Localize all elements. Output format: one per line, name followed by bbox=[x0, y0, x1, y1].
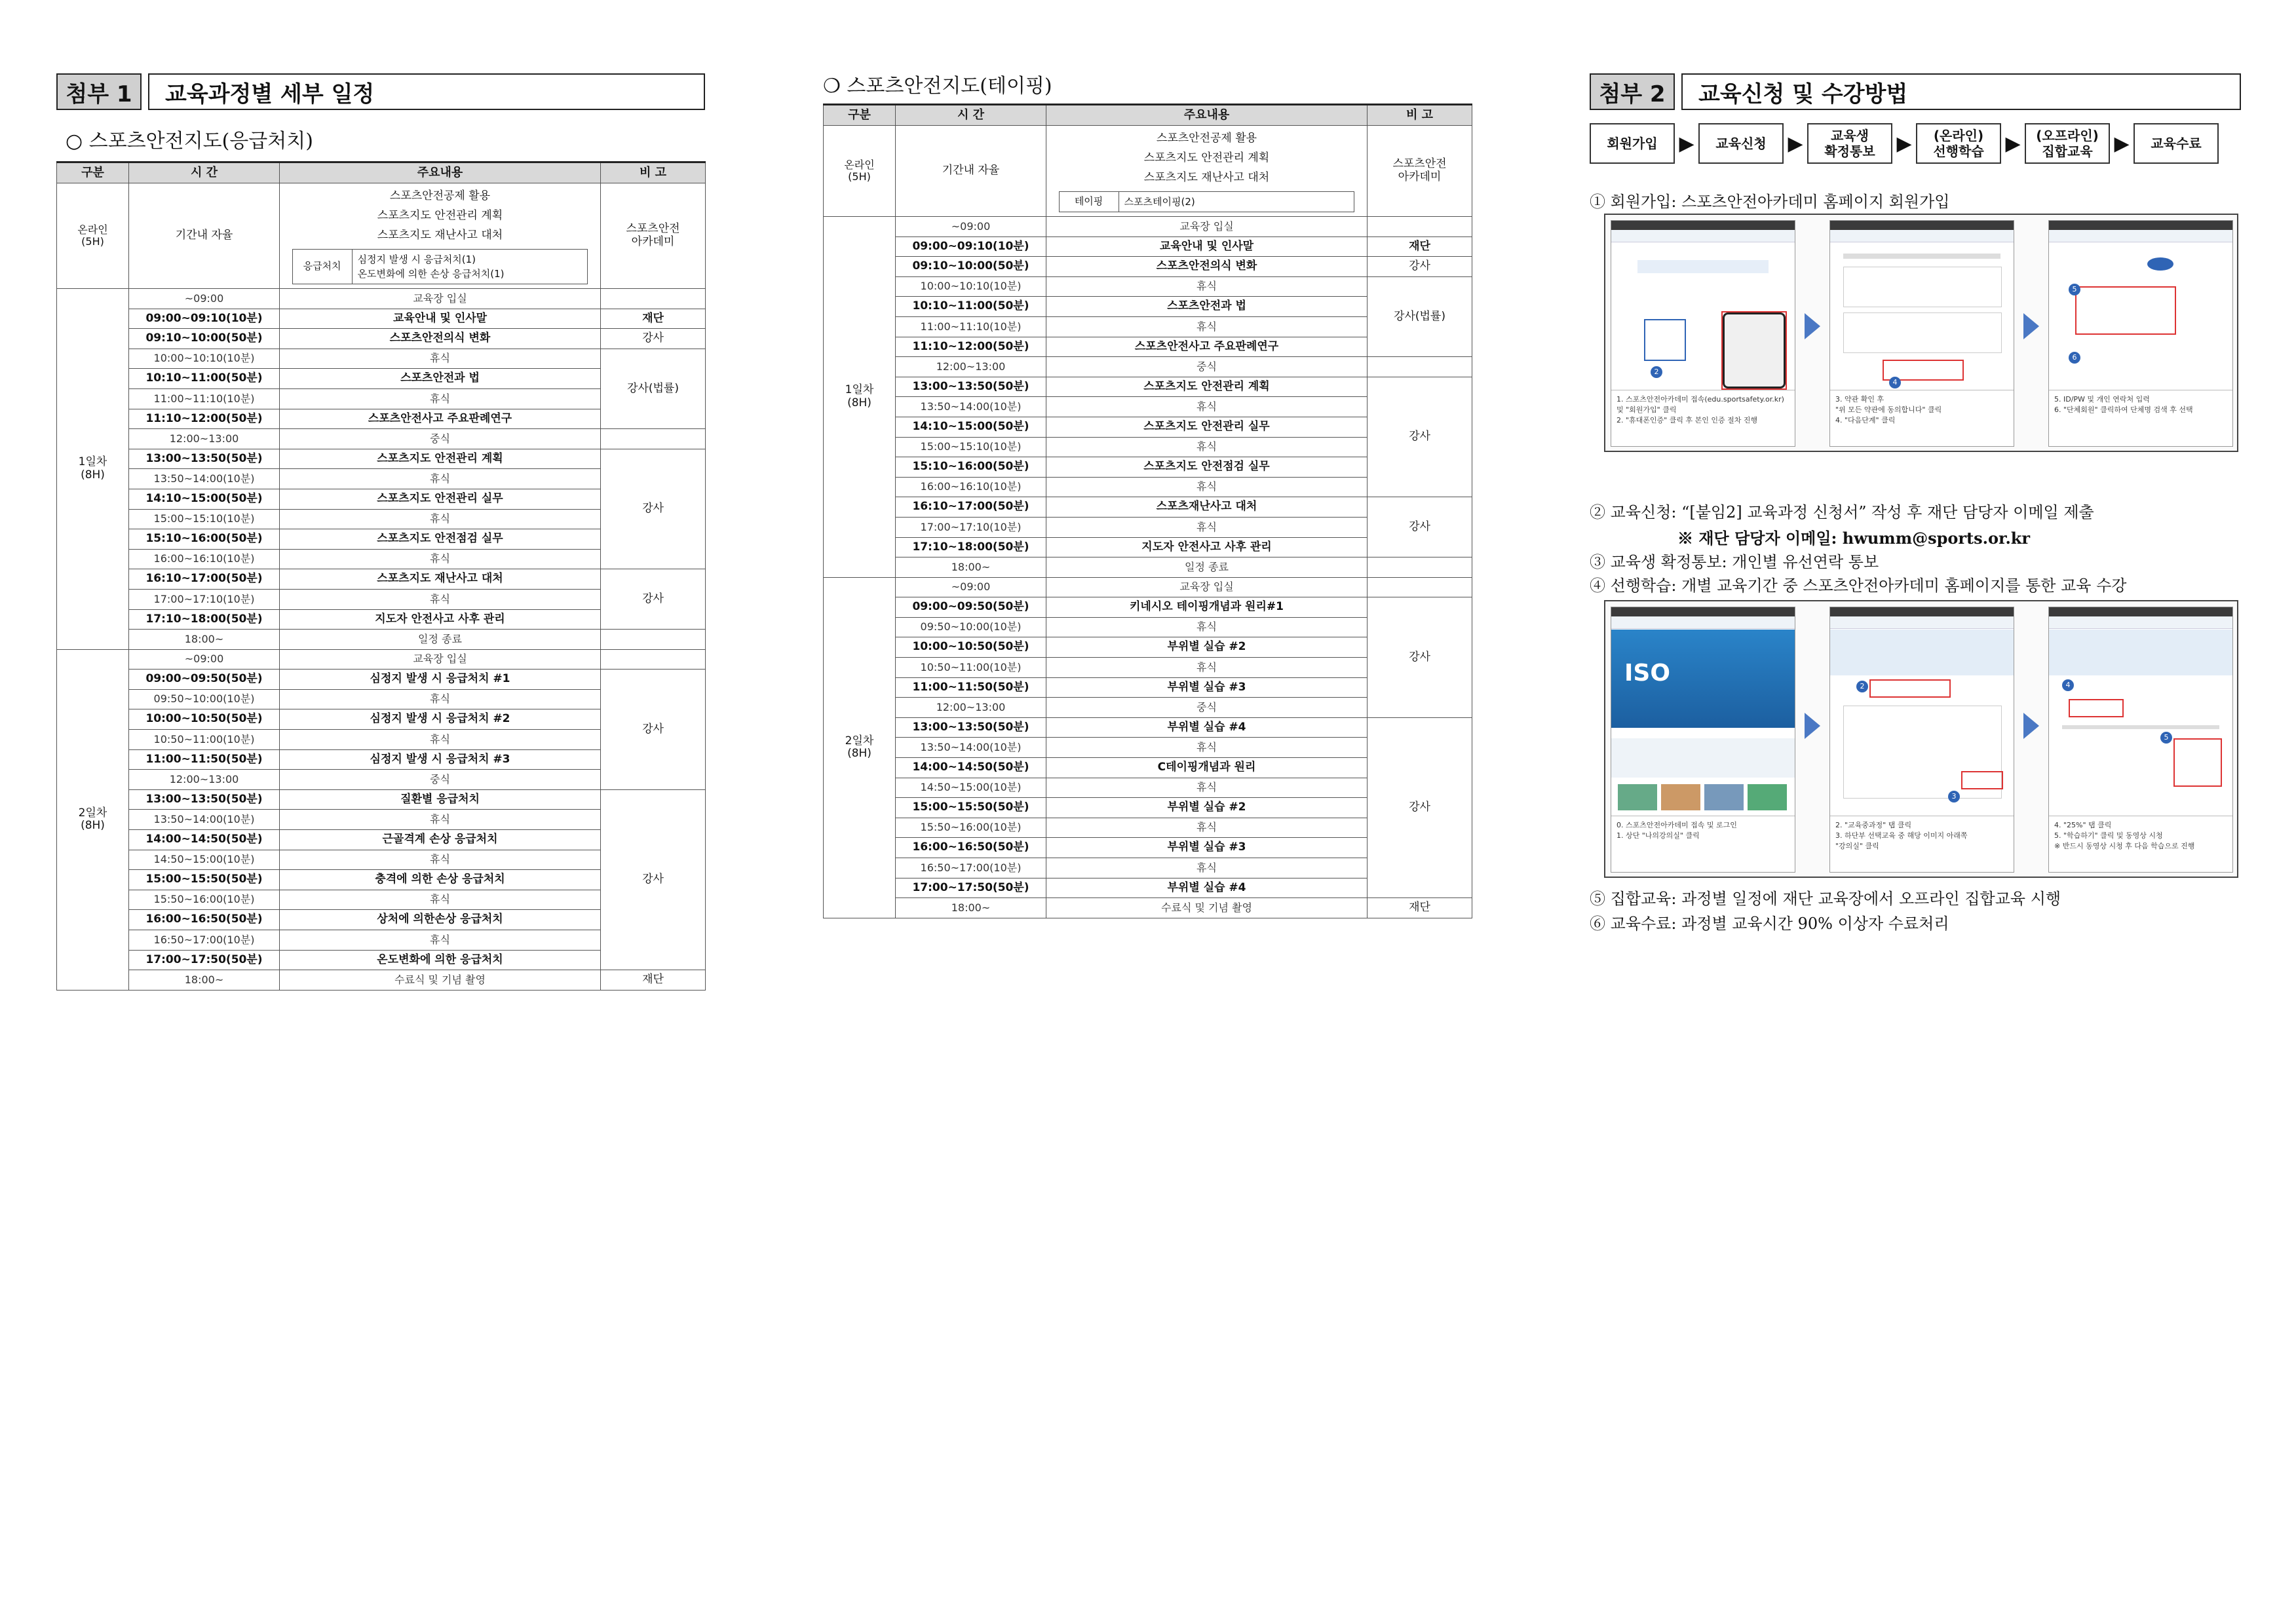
study-screenshot-3: 4 5 4. "25%" 탭 클릭 5. "학습하기" 클릭 및 동영상 시청 ※ 반드시 동영상 시청 후 다음 학습으로 진행 bbox=[2048, 607, 2233, 873]
schedule-note-empty bbox=[1368, 557, 1472, 578]
online-topic: 스포츠지도 재난사고 대처 bbox=[377, 229, 503, 242]
schedule-content: 충격에 의한 손상 응급처치 bbox=[280, 870, 601, 890]
schedule-note-empty bbox=[1368, 217, 1472, 237]
schedule-row bbox=[57, 449, 706, 469]
schedule-time: 09:00~09:50(50분) bbox=[896, 597, 1046, 618]
schedule-row bbox=[824, 597, 1472, 618]
schedule-content: 중식 bbox=[1046, 357, 1368, 377]
schedule-row bbox=[57, 309, 706, 329]
schedule-note: 강사 bbox=[1368, 717, 1472, 897]
study-caption-3: 4. "25%" 탭 클릭 5. "학습하기" 클릭 및 동영상 시청 ※ 반드시 동영상 시청 후 다음 학습으로 진행 bbox=[2049, 816, 2232, 872]
schedule-content: 휴식 bbox=[1046, 397, 1368, 417]
schedule-note: 강사 bbox=[601, 670, 706, 790]
schedule-content: 상처에 의한손상 응급처치 bbox=[280, 910, 601, 930]
schedule-row bbox=[57, 289, 706, 309]
table-header-cell: 주요내용 bbox=[1046, 105, 1368, 126]
schedule-time: 15:10~16:00(50분) bbox=[896, 457, 1046, 478]
schedule-time: 09:50~10:00(10분) bbox=[129, 689, 280, 709]
schedule-content: 수료식 및 기념 촬영 bbox=[1046, 898, 1368, 918]
schedule-time: 17:00~17:10(10분) bbox=[896, 517, 1046, 537]
schedule-content: 교육장 입실 bbox=[1046, 577, 1368, 597]
online-sub-box bbox=[292, 249, 588, 284]
schedule-content: 휴식 bbox=[280, 349, 601, 369]
table-header-cell: 시 간 bbox=[896, 105, 1046, 126]
schedule-content: 키네시오 테이핑개념과 원리#1 bbox=[1046, 597, 1368, 618]
step-5-offline-training: ⑤ 집합교육: 과정별 일정에 재단 교육장에서 오프라인 집합교육 시행 bbox=[1590, 890, 2061, 908]
schedule-content: 휴식 bbox=[1046, 778, 1368, 798]
schedule-time: 16:00~16:10(10분) bbox=[896, 477, 1046, 497]
day-label: 1일차 (8H) bbox=[57, 289, 129, 650]
study-screenshot-2: 2 3 2. "교육중과정" 탭 클릭 3. 하단부 선택교육 중 해당 이미지 아래쪽 "강의실" 클릭 bbox=[1829, 607, 2014, 873]
flow-arrow-icon: ▶ bbox=[1896, 132, 1912, 155]
schedule-time: 11:00~11:10(10분) bbox=[129, 388, 280, 409]
schedule-time: 11:00~11:10(10분) bbox=[896, 316, 1046, 337]
signup-screenshots bbox=[1604, 214, 2238, 452]
schedule-content: 스포츠지도 안전점검 실무 bbox=[280, 529, 601, 550]
schedule-content: 휴식 bbox=[280, 509, 601, 529]
flow-arrow-icon: ▶ bbox=[2114, 132, 2130, 155]
section-title-first-aid: ○ 스포츠안전지도(응급처치) bbox=[66, 130, 313, 153]
flow-step-online-study: (온라인) 선행학습 bbox=[1916, 123, 2001, 164]
online-row bbox=[824, 126, 1472, 217]
schedule-content: 스포츠지도 안전관리 계획 bbox=[280, 449, 601, 469]
schedule-row bbox=[57, 329, 706, 349]
schedule-row bbox=[824, 557, 1472, 578]
schedule-content: 일정 종료 bbox=[1046, 557, 1368, 578]
flow-arrow-icon: ▶ bbox=[2005, 132, 2021, 155]
schedule-time: 15:50~16:00(10분) bbox=[896, 818, 1046, 838]
schedule-content: 중식 bbox=[280, 770, 601, 790]
schedule-time: 10:50~11:00(10분) bbox=[896, 658, 1046, 678]
schedule-note-empty bbox=[1368, 357, 1472, 377]
schedule-time: 14:00~14:50(50분) bbox=[896, 758, 1046, 778]
schedule-content: 휴식 bbox=[1046, 316, 1368, 337]
schedule-time: 09:00~09:10(10분) bbox=[896, 236, 1046, 257]
schedule-content: 부위별 실습 #2 bbox=[1046, 798, 1368, 818]
table-header-cell: 주요내용 bbox=[280, 162, 601, 183]
signup-screenshot-3: 5 6 5. ID/PW 및 개인 연락처 입력 6. "단체회원" 클릭하여 단체명 검색 후 선택 bbox=[2048, 220, 2233, 447]
schedule-row bbox=[824, 377, 1472, 397]
schedule-time: 11:10~12:00(50분) bbox=[896, 337, 1046, 357]
schedule-row bbox=[824, 577, 1472, 597]
schedule-content: 휴식 bbox=[1046, 858, 1368, 878]
flow-step-offline-training: (오프라인) 집합교육 bbox=[2025, 123, 2110, 164]
schedule-content: 스포츠지도 안전관리 실무 bbox=[280, 489, 601, 509]
schedule-time: 15:50~16:00(10분) bbox=[129, 890, 280, 910]
schedule-time: 18:00~ bbox=[129, 630, 280, 650]
schedule-note: 강사 bbox=[1368, 497, 1472, 557]
schedule-content: 휴식 bbox=[1046, 477, 1368, 497]
schedule-note: 강사 bbox=[601, 789, 706, 970]
schedule-time: 10:00~10:10(10분) bbox=[129, 349, 280, 369]
schedule-note: 강사 bbox=[601, 449, 706, 569]
schedule-time: 12:00~13:00 bbox=[896, 357, 1046, 377]
schedule-row bbox=[824, 217, 1472, 237]
schedule-time: 18:00~ bbox=[896, 557, 1046, 578]
schedule-note: 재단 bbox=[1368, 898, 1472, 918]
schedule-note-empty bbox=[601, 649, 706, 670]
flow-step-apply: 교육신청 bbox=[1698, 123, 1784, 164]
schedule-content: 휴식 bbox=[280, 850, 601, 870]
schedule-row bbox=[824, 898, 1472, 918]
signup-screenshot-2: 4 3. 약관 확인 후 "위 모든 약관에 동의합니다" 클릭 4. "다음단계" 클릭 bbox=[1829, 220, 2014, 447]
schedule-time: 13:00~13:50(50분) bbox=[129, 449, 280, 469]
schedule-content: 휴식 bbox=[1046, 738, 1368, 758]
table-header-cell: 비 고 bbox=[601, 162, 706, 183]
schedule-content: C테이핑개념과 원리 bbox=[1046, 758, 1368, 778]
schedule-time: 12:00~13:00 bbox=[129, 770, 280, 790]
schedule-time: 11:10~12:00(50분) bbox=[129, 409, 280, 429]
schedule-content: 심정지 발생 시 응급처치 #1 bbox=[280, 670, 601, 690]
schedule-content: 부위별 실습 #3 bbox=[1046, 838, 1368, 858]
schedule-time: 13:00~13:50(50분) bbox=[896, 377, 1046, 397]
schedule-content: 수료식 및 기념 촬영 bbox=[280, 970, 601, 991]
schedule-time: 12:00~13:00 bbox=[896, 698, 1046, 718]
schedule-content: 교육안내 및 인사말 bbox=[280, 309, 601, 329]
schedule-row bbox=[57, 670, 706, 690]
schedule-time: 09:00~09:50(50분) bbox=[129, 670, 280, 690]
next-arrow-icon bbox=[1805, 313, 1820, 339]
schedule-content: 지도자 안전사고 사후 관리 bbox=[1046, 537, 1368, 557]
online-box-line: 온도변화에 의한 손상 응급처치(1) bbox=[357, 268, 505, 280]
schedule-row bbox=[824, 497, 1472, 518]
schedule-time: 17:10~18:00(50분) bbox=[896, 537, 1046, 557]
online-note: 스포츠안전 아카데미 bbox=[601, 183, 706, 289]
schedule-time: 14:50~15:00(10분) bbox=[129, 850, 280, 870]
schedule-content: 스포츠재난사고 대처 bbox=[1046, 497, 1368, 518]
table-header-cell: 구분 bbox=[824, 105, 896, 126]
attachment-2-title: 교육신청 및 수강방법 bbox=[1681, 73, 2241, 110]
schedule-time: ~09:00 bbox=[896, 217, 1046, 237]
schedule-time: ~09:00 bbox=[129, 289, 280, 309]
schedule-content: 휴식 bbox=[280, 810, 601, 830]
schedule-content: 스포츠안전사고 주요판례연구 bbox=[280, 409, 601, 429]
email-note: ※ 재단 담당자 이메일: hwumm@sports.or.kr bbox=[1677, 529, 2031, 548]
schedule-content: 질환별 응급처치 bbox=[280, 789, 601, 810]
schedule-content: 휴식 bbox=[1046, 617, 1368, 637]
schedule-content: 교육안내 및 인사말 bbox=[1046, 236, 1368, 257]
schedule-time: 15:10~16:00(50분) bbox=[129, 529, 280, 550]
schedule-row bbox=[57, 429, 706, 449]
table-header-cell: 비 고 bbox=[1368, 105, 1472, 126]
schedule-time: 17:00~17:50(50분) bbox=[129, 950, 280, 970]
online-row bbox=[57, 183, 706, 289]
schedule-time: 16:50~17:00(10분) bbox=[129, 930, 280, 951]
study-caption-2: 2. "교육중과정" 탭 클릭 3. 하단부 선택교육 중 해당 이미지 아래쪽 "강의실" 클릭 bbox=[1830, 816, 2014, 872]
online-topic: 스포츠안전공제 활용 bbox=[1156, 132, 1257, 145]
schedule-note: 강사 bbox=[1368, 377, 1472, 497]
online-topic: 스포츠지도 안전관리 계획 bbox=[1143, 151, 1270, 164]
schedule-time: 16:00~16:50(50분) bbox=[129, 910, 280, 930]
online-time: 기간내 자율 bbox=[896, 126, 1046, 217]
schedule-time: 16:00~16:10(10분) bbox=[129, 549, 280, 569]
step-6-completion: ⑥ 교육수료: 과정별 교육시간 90% 이상자 수료처리 bbox=[1590, 915, 1949, 933]
schedule-note: 강사(법률) bbox=[1368, 276, 1472, 356]
step-4-online-study: ④ 선행학습: 개별 교육기간 중 스포츠안전아카데미 홈페이지를 통한 교육 수강 bbox=[1590, 576, 2127, 595]
schedule-time: 17:00~17:10(10분) bbox=[129, 589, 280, 609]
schedule-content: 휴식 bbox=[1046, 658, 1368, 678]
schedule-content: 교육장 입실 bbox=[280, 649, 601, 670]
schedule-content: 부위별 실습 #4 bbox=[1046, 717, 1368, 738]
schedule-content: 휴식 bbox=[280, 930, 601, 951]
schedule-note: 재단 bbox=[601, 309, 706, 329]
schedule-row bbox=[824, 717, 1472, 738]
schedule-time: 14:10~15:00(50분) bbox=[129, 489, 280, 509]
schedule-row bbox=[57, 970, 706, 991]
schedule-row bbox=[824, 357, 1472, 377]
schedule-table-first-aid bbox=[56, 161, 706, 991]
schedule-row bbox=[57, 630, 706, 650]
schedule-row bbox=[824, 236, 1472, 257]
online-topic: 스포츠지도 재난사고 대처 bbox=[1143, 171, 1270, 184]
schedule-time: 17:10~18:00(50분) bbox=[129, 609, 280, 630]
schedule-content: 휴식 bbox=[1046, 517, 1368, 537]
signup-caption-2: 3. 약관 확인 후 "위 모든 약관에 동의합니다" 클릭 4. "다음단계" 클릭 bbox=[1830, 390, 2014, 446]
schedule-time: 14:50~15:00(10분) bbox=[896, 778, 1046, 798]
schedule-note: 강사 bbox=[1368, 257, 1472, 277]
online-box-label: 테이핑 bbox=[1060, 192, 1119, 212]
schedule-content: 심정지 발생 시 응급처치 #3 bbox=[280, 749, 601, 770]
application-flow bbox=[1590, 123, 2219, 164]
schedule-content: 휴식 bbox=[280, 388, 601, 409]
online-label: 온라인 (5H) bbox=[824, 126, 896, 217]
schedule-content: 부위별 실습 #4 bbox=[1046, 878, 1368, 898]
schedule-content: 부위별 실습 #3 bbox=[1046, 677, 1368, 698]
schedule-time: 13:00~13:50(50분) bbox=[896, 717, 1046, 738]
schedule-content: 스포츠지도 안전점검 실무 bbox=[1046, 457, 1368, 478]
schedule-time: 13:50~14:00(10분) bbox=[896, 738, 1046, 758]
schedule-content: 휴식 bbox=[280, 469, 601, 489]
schedule-row bbox=[824, 257, 1472, 277]
schedule-time: 10:10~11:00(50분) bbox=[896, 297, 1046, 317]
online-time: 기간내 자율 bbox=[129, 183, 280, 289]
schedule-time: 11:00~11:50(50분) bbox=[896, 677, 1046, 698]
schedule-time: 12:00~13:00 bbox=[129, 429, 280, 449]
schedule-time: 13:50~14:00(10분) bbox=[129, 810, 280, 830]
flow-step-signup: 회원가입 bbox=[1590, 123, 1675, 164]
online-note: 스포츠안전 아카데미 bbox=[1368, 126, 1472, 217]
signup-caption-3: 5. ID/PW 및 개인 연락처 입력 6. "단체회원" 클릭하여 단체명 검색 후 선택 bbox=[2049, 390, 2232, 446]
schedule-content: 심정지 발생 시 응급처치 #2 bbox=[280, 709, 601, 730]
section-title-taping: ❍ 스포츠안전지도(테이핑) bbox=[823, 75, 1052, 98]
study-caption-1: 0. 스포츠안전아카데미 접속 및 로그인 1. 상단 "나의강의실" 클릭 bbox=[1611, 816, 1795, 872]
schedule-time: ~09:00 bbox=[896, 577, 1046, 597]
schedule-time: 09:50~10:00(10분) bbox=[896, 617, 1046, 637]
schedule-time: ~09:00 bbox=[129, 649, 280, 670]
schedule-time: 13:50~14:00(10분) bbox=[129, 469, 280, 489]
schedule-row bbox=[57, 649, 706, 670]
signup-caption-1: 1. 스포츠안전아카데미 접속(edu.sportsafety.or.kr) 및 "회원가입" 클릭 2. "휴대폰인증" 클릭 후 본인 인증 절차 진행 bbox=[1611, 390, 1795, 446]
schedule-content: 스포츠안전과 법 bbox=[280, 369, 601, 389]
schedule-time: 09:10~10:00(50분) bbox=[129, 329, 280, 349]
attachment-1-tag: 첨부 1 bbox=[56, 73, 142, 110]
schedule-content: 교육장 입실 bbox=[280, 289, 601, 309]
schedule-content: 지도자 안전사고 사후 관리 bbox=[280, 609, 601, 630]
schedule-content: 일정 종료 bbox=[280, 630, 601, 650]
day-label: 1일차 (8H) bbox=[824, 217, 896, 578]
schedule-time: 15:00~15:50(50분) bbox=[896, 798, 1046, 818]
online-box-label: 응급처치 bbox=[293, 250, 353, 284]
schedule-note: 재단 bbox=[1368, 236, 1472, 257]
schedule-content: 스포츠지도 재난사고 대처 bbox=[280, 569, 601, 590]
online-box-line: 스포츠테이핑(2) bbox=[1124, 196, 1195, 208]
day-label: 2일차 (8H) bbox=[824, 577, 896, 918]
step-3-confirm: ③ 교육생 확정통보: 개인별 유선연락 통보 bbox=[1590, 553, 1879, 571]
schedule-row bbox=[57, 569, 706, 590]
schedule-time: 16:10~17:00(50분) bbox=[129, 569, 280, 590]
signup-screenshot-1: 2 1. 스포츠안전아카데미 접속(edu.sportsafety.or.kr) 및 "회원가입" 클릭 2. "휴대폰인증" 클릭 후 본인 인증 절차 진행 bbox=[1611, 220, 1795, 447]
schedule-content: 휴식 bbox=[1046, 276, 1368, 297]
step-1-signup: ① 회원가입: 스포츠안전아카데미 홈페이지 회원가입 bbox=[1590, 193, 1950, 211]
schedule-table-taping bbox=[823, 104, 1472, 918]
schedule-note: 강사 bbox=[1368, 597, 1472, 718]
schedule-row bbox=[57, 789, 706, 810]
next-arrow-icon bbox=[2023, 713, 2039, 739]
schedule-time: 14:10~15:00(50분) bbox=[896, 417, 1046, 437]
schedule-content: 교육장 입실 bbox=[1046, 217, 1368, 237]
schedule-content: 중식 bbox=[280, 429, 601, 449]
online-sub-box bbox=[1059, 191, 1355, 212]
table-header-cell: 시 간 bbox=[129, 162, 280, 183]
schedule-content: 휴식 bbox=[1046, 818, 1368, 838]
schedule-time: 18:00~ bbox=[896, 898, 1046, 918]
schedule-time: 10:50~11:00(10분) bbox=[129, 730, 280, 750]
schedule-time: 16:50~17:00(10분) bbox=[896, 858, 1046, 878]
schedule-content: 스포츠지도 안전관리 계획 bbox=[1046, 377, 1368, 397]
online-box-line: 심정지 발생 시 응급처치(1) bbox=[357, 254, 476, 265]
schedule-content: 근골격계 손상 응급처치 bbox=[280, 830, 601, 850]
schedule-row bbox=[824, 276, 1472, 297]
online-topic: 스포츠안전공제 활용 bbox=[389, 189, 491, 202]
schedule-content: 스포츠지도 안전관리 실무 bbox=[1046, 417, 1368, 437]
schedule-time: 11:00~11:50(50분) bbox=[129, 749, 280, 770]
schedule-time: 14:00~14:50(50분) bbox=[129, 830, 280, 850]
schedule-time: 09:00~09:10(10분) bbox=[129, 309, 280, 329]
schedule-note-empty bbox=[1368, 577, 1472, 597]
next-arrow-icon bbox=[2023, 313, 2039, 339]
table-header-cell: 구분 bbox=[57, 162, 129, 183]
schedule-content: 온도변화에 의한 응급처치 bbox=[280, 950, 601, 970]
schedule-content: 스포츠안전사고 주요판례연구 bbox=[1046, 337, 1368, 357]
attachment-2-tag: 첨부 2 bbox=[1590, 73, 1675, 110]
schedule-content: 휴식 bbox=[280, 730, 601, 750]
online-label: 온라인 (5H) bbox=[57, 183, 129, 289]
schedule-time: 16:10~17:00(50분) bbox=[896, 497, 1046, 518]
flow-arrow-icon: ▶ bbox=[1788, 132, 1803, 155]
schedule-content: 휴식 bbox=[1046, 437, 1368, 457]
schedule-content: 휴식 bbox=[280, 589, 601, 609]
schedule-time: 13:50~14:00(10분) bbox=[896, 397, 1046, 417]
schedule-time: 10:00~10:10(10분) bbox=[896, 276, 1046, 297]
study-screenshot-1: ISO 0. 스포츠안전아카데미 접속 및 로그인 1. 상단 "나의강의실" 클릭 bbox=[1611, 607, 1795, 873]
attachment-1-title: 교육과정별 세부 일정 bbox=[148, 73, 705, 110]
day-label: 2일차 (8H) bbox=[57, 649, 129, 990]
schedule-time: 09:10~10:00(50분) bbox=[896, 257, 1046, 277]
schedule-content: 부위별 실습 #2 bbox=[1046, 637, 1368, 658]
step-2-apply: ② 교육신청: “[붙임2] 교육과정 신청서” 작성 후 재단 담당자 이메일 제출 bbox=[1590, 503, 2094, 521]
schedule-note: 강사 bbox=[601, 329, 706, 349]
schedule-time: 15:00~15:10(10분) bbox=[896, 437, 1046, 457]
schedule-time: 10:00~10:50(50분) bbox=[896, 637, 1046, 658]
schedule-time: 15:00~15:50(50분) bbox=[129, 870, 280, 890]
schedule-note-empty bbox=[601, 289, 706, 309]
schedule-content: 휴식 bbox=[280, 890, 601, 910]
flow-step-confirm: 교육생 확정통보 bbox=[1807, 123, 1892, 164]
schedule-row bbox=[57, 349, 706, 369]
flow-arrow-icon: ▶ bbox=[1679, 132, 1694, 155]
schedule-note: 강사(법률) bbox=[601, 349, 706, 428]
flow-step-complete: 교육수료 bbox=[2133, 123, 2219, 164]
schedule-note-empty bbox=[601, 630, 706, 650]
schedule-content: 스포츠안전의식 변화 bbox=[280, 329, 601, 349]
schedule-content: 스포츠안전의식 변화 bbox=[1046, 257, 1368, 277]
schedule-content: 스포츠안전과 법 bbox=[1046, 297, 1368, 317]
schedule-time: 16:00~16:50(50분) bbox=[896, 838, 1046, 858]
next-arrow-icon bbox=[1805, 713, 1820, 739]
online-topic: 스포츠지도 안전관리 계획 bbox=[377, 209, 503, 222]
schedule-note: 강사 bbox=[601, 569, 706, 630]
schedule-time: 18:00~ bbox=[129, 970, 280, 991]
schedule-content: 휴식 bbox=[280, 689, 601, 709]
schedule-time: 13:00~13:50(50분) bbox=[129, 789, 280, 810]
schedule-content: 휴식 bbox=[280, 549, 601, 569]
schedule-time: 10:10~11:00(50분) bbox=[129, 369, 280, 389]
schedule-time: 10:00~10:50(50분) bbox=[129, 709, 280, 730]
schedule-note: 재단 bbox=[601, 970, 706, 991]
schedule-time: 17:00~17:50(50분) bbox=[896, 878, 1046, 898]
schedule-note-empty bbox=[601, 429, 706, 449]
study-screenshots bbox=[1604, 600, 2238, 878]
schedule-time: 15:00~15:10(10분) bbox=[129, 509, 280, 529]
schedule-content: 중식 bbox=[1046, 698, 1368, 718]
